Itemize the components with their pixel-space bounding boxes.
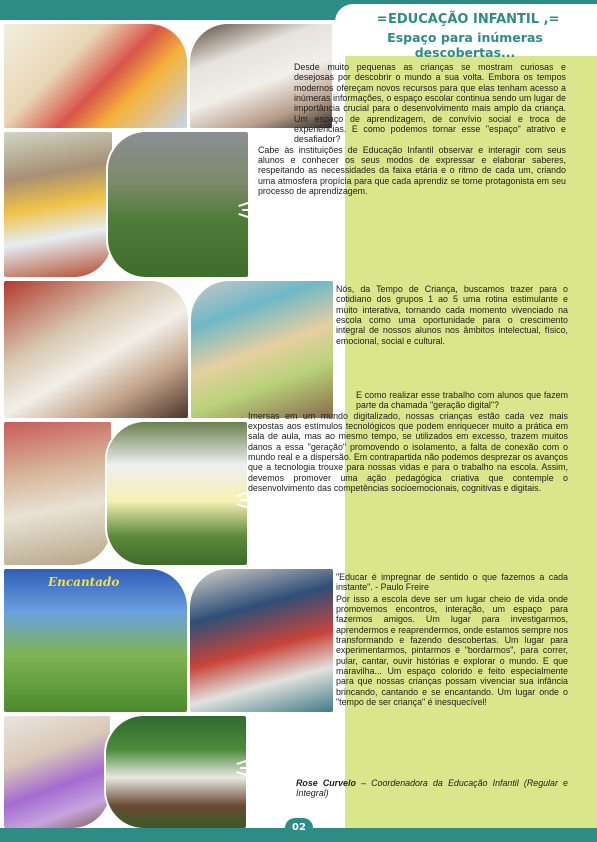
- page-title: = EDUCAÇÃO INFANTIL ,=: [376, 12, 560, 27]
- decor-dash: [240, 499, 258, 501]
- decor-dash: [240, 767, 258, 769]
- page-number: 02: [285, 818, 313, 838]
- photo-children-sitting-grass: [105, 420, 249, 567]
- signature: [296, 778, 568, 799]
- photo-toddlers-water-play: [2, 130, 114, 279]
- title-dashes-right: ,=: [539, 12, 560, 27]
- photo-storytelling-encantado: [2, 567, 189, 714]
- paragraph-institutions: Cabe às instituições de Educação Infantil observar e interagir com seus alunos e conhecer os seus modos de expressar e elaborar saberes, respeitando as necessidades da faixa etária e o ritmo de cada um, criando uma atmosfera propícia para que cada aprendiz se torne protagonista em seu processo de aprendizagem.: [258, 144, 566, 197]
- article-section-school-life: [336, 572, 568, 707]
- quote-paulo-freire: "Educar é impregnar de sentido o que fazemos a cada instante". - Paulo Freire: [336, 572, 568, 593]
- paragraph-school-life: Por isso a escola deve ser um lugar cheio de vida onde promovemos encontros, interação, um espaço para fazermos amigos. Um lugar para investigarmos, aprendermos e reaprendermos, onde estamos sempre nos transformando e fazendo descobertas. Um lugar para experimentarmos, pintarmos e "bordarmos", para correr, pular, cantar, ouvir histórias e explorar o mundo. E que maravilha... Um espaço colorido e feito especialmente para que nossas crianças possam vivenciar sua infância brincando, cantando e se encantando. Um lugar onde o "tempo de ser criança" é inesquecível!: [336, 593, 568, 708]
- paragraph-tempo-de-crianca: Nós, da Tempo de Criança, buscamos trazer para o cotidiano dos grupos 1 ao 5 uma rotina estimulante e muito interativa, tornando cada momento vivenciado na escola como uma oportunidade para o crescimento integral de nossos alunos nos âmbitos intelectual, físico, emocional, social e cultural.: [336, 284, 568, 346]
- photo-children-garden: [104, 714, 248, 830]
- decor-dash: [242, 209, 260, 211]
- paragraph-curiosity: Desde muito pequenas as crianças se mostram curiosas e desejosas por descobrir o mundo a sua volta. Embora os tempos modernos ofereçam novos recursos para que elas tenham acesso a inúmeras informações, o espaço escolar continua sendo um lugar de importância crucial para o desenvolvimento mais amplo da criança. Um espaço de aprendizagem, de convívio social e troca de experiências. E como podemos tornar esse "espaço" atrativo e desafiador?: [294, 62, 566, 145]
- page-subtitle: Espaço para inúmeras descobertas...: [387, 30, 543, 60]
- photo-painting-table: [2, 22, 189, 130]
- encantado-wall-sign: Encantado: [48, 575, 120, 589]
- title-dashes-left: =: [376, 12, 388, 27]
- photo-children-on-mats: [188, 567, 335, 714]
- photo-building-blocks: [2, 420, 113, 567]
- photo-children-circle-activity: [2, 279, 190, 420]
- article-section-digital: [248, 390, 568, 493]
- photo-children-outdoor-row: [106, 130, 250, 279]
- article-intro: [258, 62, 566, 196]
- paragraph-digital-question: E como realizar esse trabalho com alunos que fazem parte da chamada "geração digital"?: [356, 390, 568, 411]
- photo-girl-threading: [2, 714, 112, 830]
- signature-role: – Coordenadora da Educação Infantil (Regular e Integral): [296, 778, 568, 799]
- signature-name: Rose Curvelo: [296, 778, 356, 788]
- paragraph-digital-world: Imersas em um mundo digitalizado, nossas crianças estão cada vez mais expostas aos estímulos tecnológicos que podem enriquecer muito a prática em sala de aula, mas ao mesmo tempo, se utilizados em excesso, trazem muitos danos a essa "geração" promovendo o isolamento, a falta de conexão com o mundo real e a dispersão. Em contrapartida não podemos desprezar os avanços que a tecnologia trouxe para nossas vidas e para o trabalho na escola. Assim, devemos promover uma ação pedagógica criativa que contemple o desenvolvimento das competências socioemocionais, cognitivas e digitais.: [248, 410, 568, 494]
- article-section-routine: [336, 284, 568, 346]
